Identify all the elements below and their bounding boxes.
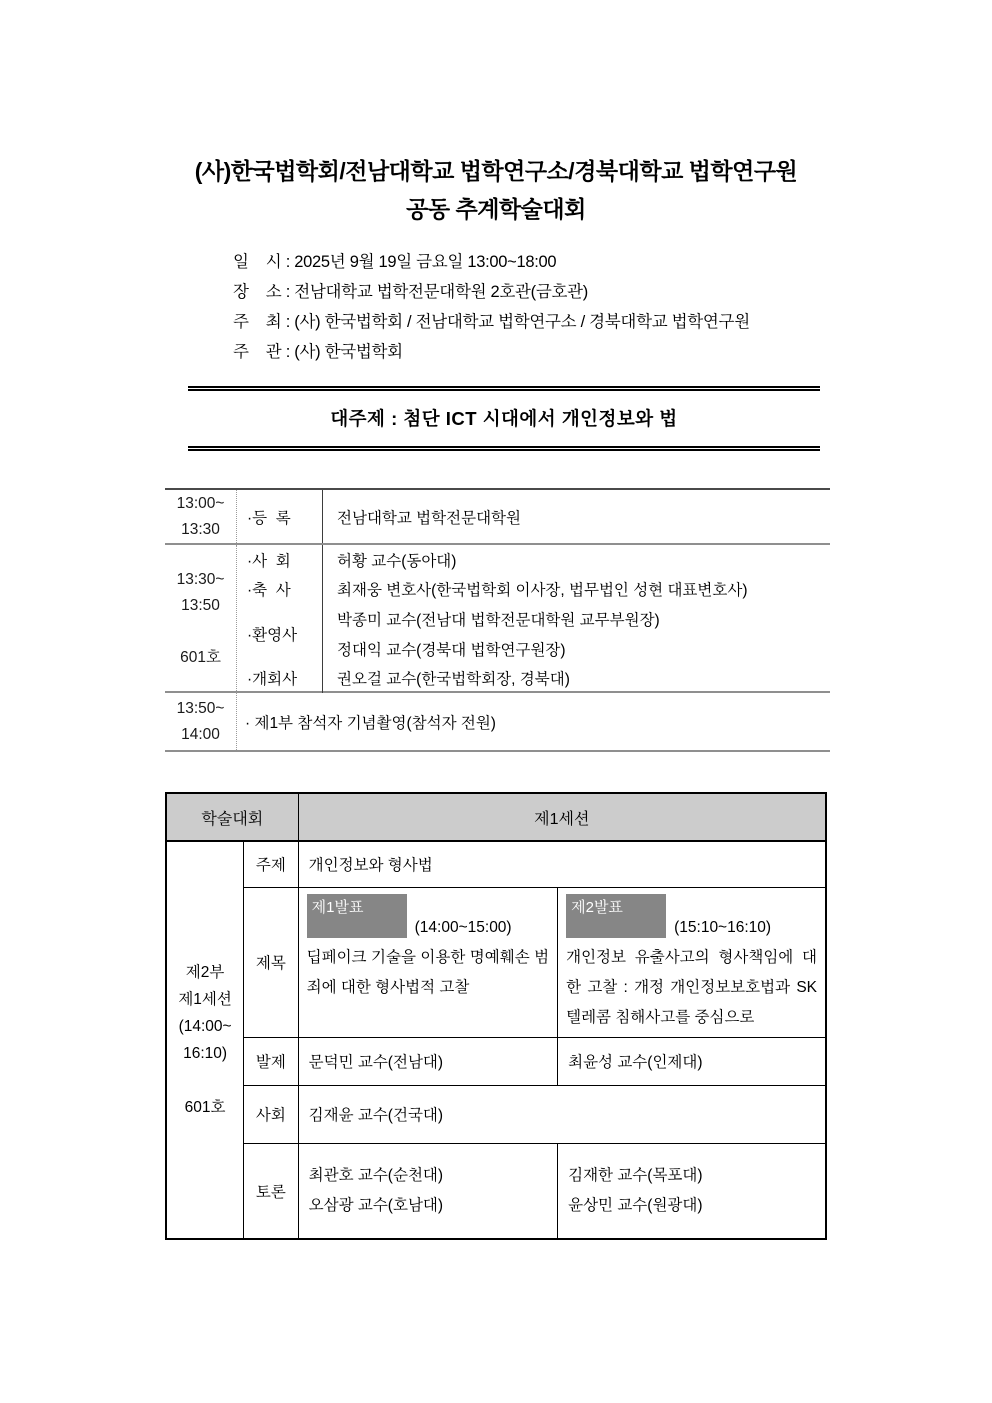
session-header-right: 제1세션 (298, 793, 826, 841)
schedule-content-line: 정대익 교수(경북대 법학연구원장) (337, 641, 566, 659)
time-line: 13:30 (181, 520, 220, 538)
time-line: 13:30~ (176, 570, 225, 588)
event-info-datetime: 일 시 : 2025년 9월 19일 금요일 13:00~18:00 (233, 253, 557, 271)
schedule-time-cell (165, 490, 237, 543)
side-line: (14:00~ (178, 1018, 232, 1035)
presentation2-title-cell (558, 887, 826, 1037)
side-room-number: 601호 (184, 1099, 226, 1116)
presentation2-time: (15:10~16:10) (674, 918, 772, 936)
schedule-row-photo (165, 693, 830, 752)
row-label-presenter: 발제 (244, 1037, 298, 1085)
side-line: 제2부 (185, 964, 225, 981)
event-info-venue: 장 소 : 전남대학교 법학전문대학원 2호관(금호관) (233, 283, 588, 301)
schedule-label: ·등 록 (247, 509, 291, 527)
presentation2-title: 개인정보 유출사고의 형사책임에 대한 고찰 : 개정 개인정보보호법과 SK텔레콤 침해사고를 중심으로 (566, 948, 817, 1026)
row-label-topic: 주제 (244, 841, 298, 887)
presentation1-presenter: 문덕민 교수(전남대) (298, 1037, 557, 1085)
time-line: 13:50 (181, 596, 220, 614)
time-line: 13:50~ (176, 699, 225, 717)
document-title-line2: 공동 추계학술대회 (406, 196, 586, 222)
main-theme-banner: 대주제 : 첨단 ICT 시대에서 개인정보와 법 (188, 386, 820, 451)
session-presenter-row (166, 1037, 826, 1085)
schedule-label-cell (237, 490, 323, 543)
session-topic-row (166, 841, 826, 887)
presentation1-time: (14:00~15:00) (414, 918, 512, 936)
schedule-content: · 제1부 참석자 기념촬영(참석자 전원) (245, 714, 496, 732)
presentation1-badge: 제1발표 (307, 894, 407, 938)
session-header-row (166, 793, 826, 841)
discussant: 윤상민 교수(원광대) (568, 1196, 703, 1214)
schedule-label: ·개회사 (247, 671, 298, 689)
schedule-content-cell (323, 545, 830, 693)
presentation1-header (307, 894, 549, 938)
time-spacer (165, 619, 236, 645)
presentation1-title-cell (298, 887, 557, 1037)
schedule-content-line: 허황 교수(동아대) (337, 552, 457, 570)
presentation1-discussants (298, 1143, 557, 1239)
schedule-row-opening (165, 545, 830, 693)
row-label-moderator: 사회 (244, 1085, 298, 1143)
session-moderator-row (166, 1085, 826, 1143)
schedule-content-line: 박종미 교수(전남대 법학전문대학원 교무부원장) (337, 611, 660, 629)
schedule-content-line: 최재웅 변호사(한국법학회 이사장, 법무법인 성현 대표변호사) (337, 582, 748, 600)
document-title (0, 152, 992, 228)
side-spacer (167, 1067, 243, 1094)
session-topic: 개인정보와 형사법 (298, 841, 826, 887)
row-label-discussion: 토론 (244, 1143, 298, 1239)
side-line: 16:10) (183, 1045, 228, 1062)
session-moderator: 김재윤 교수(건국대) (298, 1085, 826, 1143)
schedule-row-registration (165, 490, 830, 545)
discussant: 오삼광 교수(호남대) (308, 1196, 444, 1214)
session1-table (165, 792, 827, 1240)
schedule-content: 전남대학교 법학전문대학원 (337, 509, 521, 527)
session-title-row (166, 887, 826, 1037)
schedule-content-line: 권오걸 교수(한국법학회장, 경북대) (337, 671, 570, 689)
document-title-line1: (사)한국법학회/전남대학교 법학연구소/경북대학교 법학연구원 (194, 158, 798, 184)
schedule-content-cell (237, 693, 830, 750)
presentation2-badge: 제2발표 (566, 894, 666, 938)
discussant: 김재한 교수(목포대) (568, 1166, 703, 1184)
session-side-cell (166, 841, 244, 1239)
event-info-list (233, 247, 750, 367)
schedule-time-cell (165, 545, 237, 693)
discussant: 최관호 교수(순천대) (308, 1166, 444, 1184)
schedule-label: ·사 회 (247, 552, 291, 570)
presentation1-title: 딥페이크 기술을 이용한 명예훼손 범죄에 대한 형사법적 고찰 (306, 948, 550, 996)
event-info-hosts: 주 최 : (사) 한국법학회 / 전남대학교 법학연구소 / 경북대학교 법학연구원 (233, 313, 750, 331)
schedule-label: ·축 사 (247, 582, 291, 600)
schedule-label-cell (237, 545, 323, 693)
time-line: 13:00~ (176, 494, 225, 512)
opening-schedule-table (165, 488, 830, 752)
schedule-label: ·환영사 (247, 626, 298, 644)
schedule-time-cell (165, 693, 237, 750)
session-header-left: 학술대회 (166, 793, 298, 841)
time-line: 14:00 (181, 725, 220, 743)
side-line: 제1세션 (178, 991, 232, 1008)
session-discussion-row (166, 1143, 826, 1239)
room-number: 601호 (180, 648, 221, 666)
schedule-content-cell (323, 490, 830, 543)
presentation2-header (566, 894, 817, 938)
presentation2-discussants (558, 1143, 826, 1239)
event-info-organizer: 주 관 : (사) 한국법학회 (233, 343, 403, 361)
row-label-title: 제목 (244, 887, 298, 1037)
presentation2-presenter: 최윤성 교수(인제대) (558, 1037, 826, 1085)
